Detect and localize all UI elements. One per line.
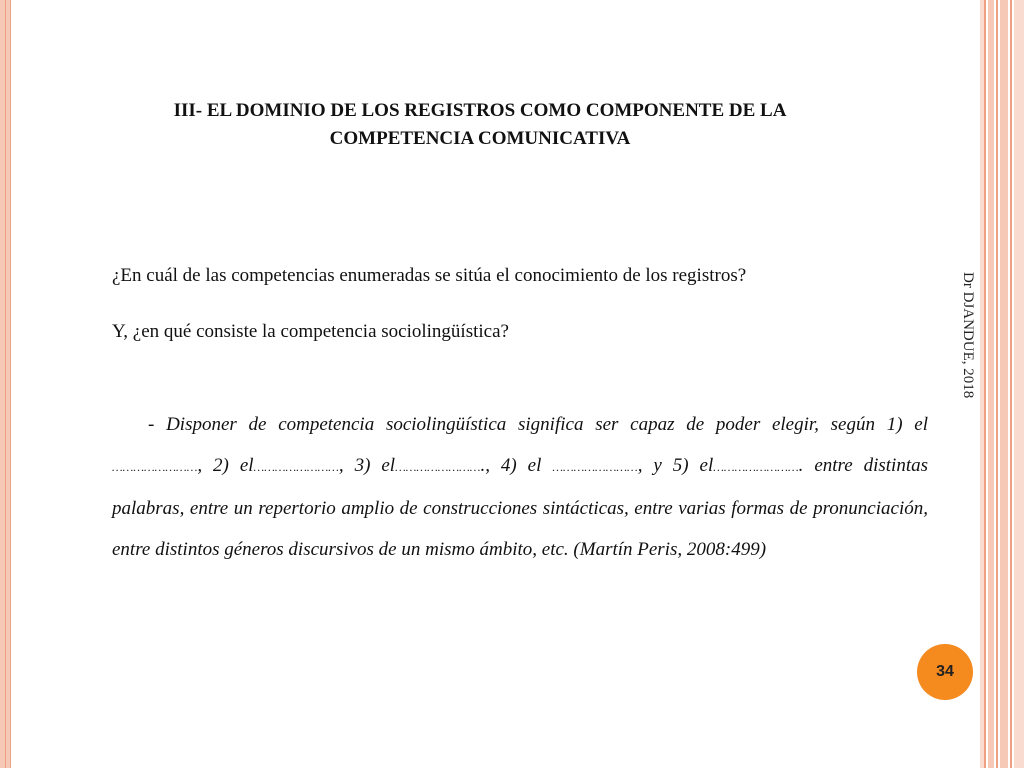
question-1: ¿En cuál de las competencias enumeradas se sitúa el conocimiento de los registros? (112, 265, 747, 286)
blank-4: …………………… (552, 460, 638, 474)
blank-1: …………………… (112, 460, 198, 474)
definition-paragraph (112, 404, 928, 570)
page-number-badge (917, 644, 973, 700)
blank-5: …………………… (713, 460, 799, 474)
author-side-label: Dr DJANDUE, 2018 (960, 272, 976, 399)
paragraph-outro: . entre distintas palabras, entre un repertorio amplio de construcciones sintácticas, entre varias formas de pronunciación, entre distintos géneros discursivos de un mismo ámbito, etc. (Martín Peris, 2008:499) (112, 455, 929, 560)
blank-3: …………………… (395, 460, 481, 474)
page-number: 34 (936, 663, 954, 680)
slide-title (100, 97, 860, 153)
paragraph-sep-4: ., 4) el (480, 455, 542, 476)
right-stripes-decoration (980, 0, 1024, 768)
slide-title-line-2: COMPETENCIA COMUNICATIVA (329, 128, 631, 149)
question-2: Y, ¿en qué consiste la competencia sociolingüística? (112, 321, 509, 342)
slide-title-line-1: III- EL DOMINIO DE LOS REGISTROS COMO COMPONENTE DE LA (173, 100, 787, 121)
paragraph-sep-3: , 3) el (338, 455, 396, 476)
blank-2: …………………… (253, 460, 339, 474)
paragraph-sep-5: , y 5) el (637, 455, 714, 476)
paragraph-intro: - Disponer de competencia sociolingüística significa ser capaz de poder elegir, según 1) el (148, 414, 928, 435)
paragraph-sep-2: , 2) el (197, 455, 254, 476)
left-edge-decoration (0, 0, 11, 768)
